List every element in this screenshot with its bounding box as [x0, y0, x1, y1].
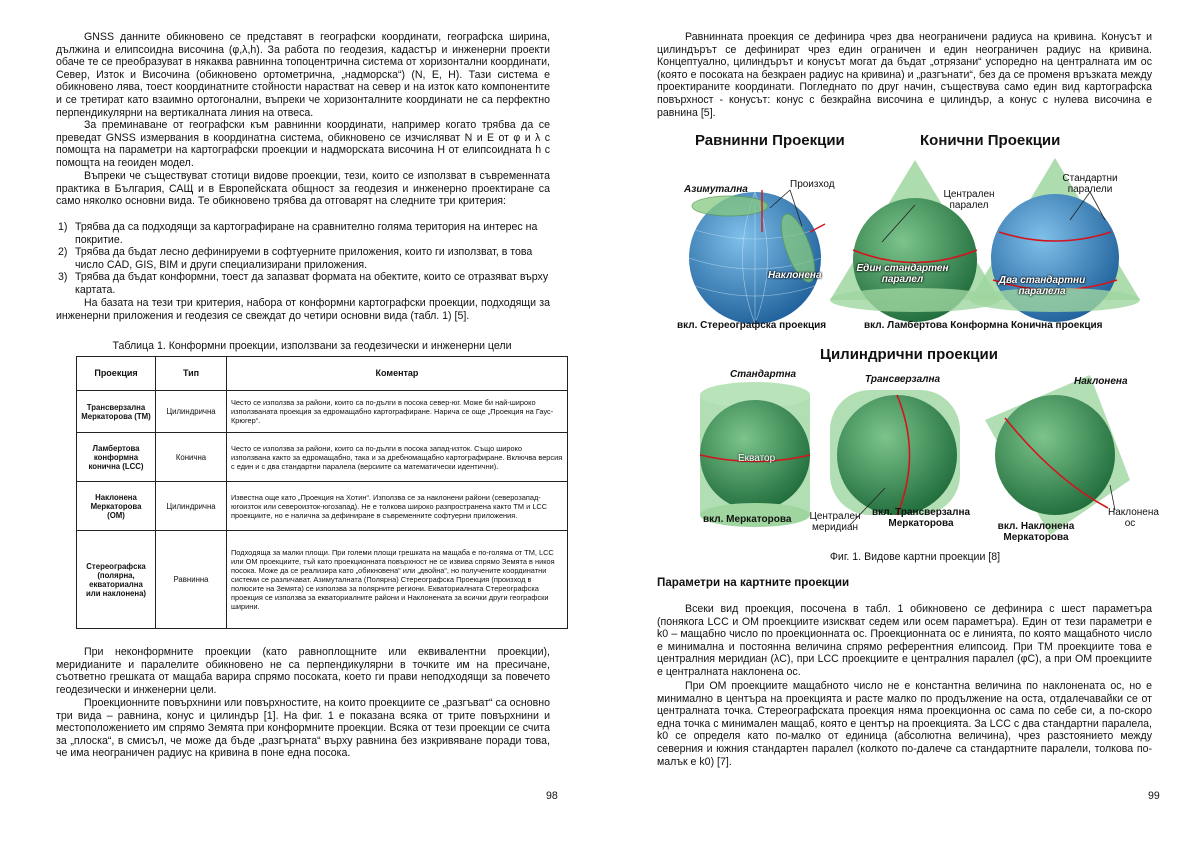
list-number: 2) [58, 246, 68, 259]
table-cell-type: Цилиндрична [156, 391, 227, 433]
label-standard: Стандартна [730, 369, 797, 380]
table-cell-comment: Известна още като „Проекция на Хотин“. Използва се за наклонени райони (северозапад-югоизток или североизток-югозапад). Не е толкова широко разпространена както ТМ и LCC проекциите, но е налична за дефиниране в съвременните софтуерни приложения. [227, 482, 568, 531]
table-cell-type: Равнинна [156, 531, 227, 629]
paragraph-nonconformal: При неконформните проекции (като равноплощните или еквивалентни проекции), меридианите и паралелите обикновено не са перпендикулярни в точките им на пресичане, съответно грешката от мащаба варира спрямо посоката, което ги прави неподходящи за повечето геодезически и инженерни цели. [56, 646, 550, 696]
table-header-row [77, 357, 568, 391]
label-oblique: Наклонена [768, 270, 822, 281]
label-oblique-cylinder: Наклонена [1074, 376, 1128, 387]
caption-mercator: вкл. Меркаторова [703, 514, 792, 525]
figure-caption: Фиг. 1. Видове картни проекции [8] [829, 551, 1001, 563]
table-cell-type: Цилиндрична [156, 482, 227, 531]
table-cell-type: Конична [156, 433, 227, 482]
table-cell-projection: Стереографска (полярна, екваториална или наклонена) [77, 531, 156, 629]
label-equator: Екватор [738, 453, 776, 464]
list-item [58, 221, 550, 246]
label-standard-parallels: Стандартни паралели [1062, 173, 1118, 195]
paragraph-curvature: Равнинната проекция се дефинира чрез два неограничени радиуса на кривина. Конусът и цилиндърът се дефинират чрез един ограничен и един неограничен радиус на кривина. Концептуално, цилиндърът и конусът могат да бъдат „отрязани“ успоредно на централната им ос (която е посоката на безкраен радиус на кривина) и „разгънати“, без да се променя връзката между проектираните координати. Погледнато по друг начин, съществува само един вид картографска повърхност - конусът: конус с безкрайна височина е цилиндър, а конус с нулева височина е равнина [5]. [657, 31, 1152, 119]
paragraph-conversion: За преминаване от географски към равнинни координати, например когато трябва да се преведат GNSS измервания в координатна система, обикновено се изчисляват N и E от φ и λ с помощта на параметри на картографски проекции и надморската височина H от елипсоидната h с помощта на геоиден модел. [56, 119, 550, 169]
paragraph-projection-types: Въпреки че съществуват стотици видове проекции, тези, които се използват в съвременната практика в България, САЩ и в Европейската общност за геодезия и инженерно проектиране са само няколко основни вида. Те обикновено трябва да отговарят на следните три критерия: [56, 170, 550, 208]
table-cell-comment: Често се използва за райони, които са по-дълги в посока запад-изток. Също широко използвана както за едромащабно, така и за дребномащабно картографиране. Включва версия с един и с два стандартни паралела (версиите са математически идентични). [227, 433, 568, 482]
paragraph-om-scale: При ОМ проекциите мащабното число не е константна величина по наклонената ос, но е минимално в центъра на проекцията и расте малко по продължение на оста, отдалечавайки се от централната точка. Стереографската проекция няма проекционна ос сама по себе си, а по-скоро една точка с минимален мащаб, която е център на проекцията. За LCC с два стандартни паралела, k0 се определя като по-малко от единица (абсолютна величина), чрез разстоянието между северния и южния стандартен паралел (колкото по-далече са стандартните паралели, толкова по-малък е k0) [7]. [657, 680, 1152, 768]
label-origin: Произход [790, 179, 835, 190]
list-item [58, 271, 550, 296]
label-central-parallel: Централен паралел [943, 189, 995, 211]
paragraph-parameters: Всеки вид проекция, посочена в табл. 1 обикновено се дефинира с шест параметъра (понякога LCC и OM проекциите изискват седем или осем параметъра). Един от тези параметри е k0 – мащабно число по проекционната ос. Проекционната ос е линията, по която мащабното число е минимална и постоянна величина спрямо референтния елипсоид. При ТМ проекциите това е централния меридиан (λC), при LCC проекциите е централния паралел (φC), а при ОМ проекциите е централната наклонена ос. [657, 603, 1152, 678]
table-row [77, 531, 568, 629]
table-header: Тип [156, 357, 227, 391]
table-row [77, 391, 568, 433]
caption-oblique-mercator: вкл. Наклонена Меркаторова [997, 521, 1075, 543]
label-oblique-axis: Наклонена ос [1108, 507, 1159, 529]
label-one-standard-parallel: Един стандартен паралел [856, 263, 949, 285]
table-cell-comment: Често се използва за райони, които са по-дълги в посока север-юг. Може би най-широко използваната проекция за едромащабно картографиране. Нарича се още „Проекция на Гаус-Крюгер“. [227, 391, 568, 433]
table-cell-projection: Трансверзална Меркаторова (ТМ) [77, 391, 156, 433]
table-caption: Таблица 1. Конформни проекции, използвани за геодезически и инженерни цели [112, 340, 512, 352]
paragraph-surfaces: Проекционните повърхнини или повърхностите, на които проекциите се „разгъват“ са основно три вида – равнина, конус и цилиндър [1]. На фиг. 1 е показана всяка от трите повърхнини и местоположението им спрямо Земята при конформните проекции. Всяка от тези проекции се счита за „плоска“, в смисъл, че може да бъде „разгърната“ върху равнина без изкривяване поради това, че има неограничен радиус на кривина в поне една посока. [56, 697, 550, 760]
list-text: Трябва да са подходящи за картографиране на сравнително голяма територия на интерес на покритие. [75, 221, 538, 246]
label-central-meridian: Централен меридиан [809, 511, 861, 533]
table-cell-projection: Ламбертова конформна конична (LCC) [77, 433, 156, 482]
section-heading: Параметри на картните проекции [657, 576, 850, 589]
transverse-cylinder [830, 390, 960, 525]
table-row [77, 433, 568, 482]
page-number: 99 [1148, 790, 1160, 802]
paragraph-criteria-summary: На базата на тези три критерия, набора от конформни картографски проекции, подходящи за инженерни приложения и геодезия се свеждат до четири основни вида (табл. 1) [5]. [56, 297, 550, 322]
list-number: 3) [58, 271, 68, 284]
table-row [77, 482, 568, 531]
caption-transverse-mercator: вкл. Трансверзална Меркаторова [871, 507, 971, 529]
label-two-standard-parallels: Два стандартни паралела [998, 275, 1086, 297]
list-item [58, 246, 550, 271]
label-transverse: Трансверзална [865, 374, 941, 385]
caption-stereographic: вкл. Стереографска проекция [677, 320, 827, 331]
criteria-list [58, 221, 550, 297]
right-page [600, 0, 1200, 849]
paragraph-gnss-coordinates: GNSS данните обикновено се представят в географски координати, географска ширина, дължина и елипсоидна височина (φ,λ,h). За работа по геодезия, кадастър и инженерни проекти обаче те се преобразуват в някаква равнинна топоцентрична система от хоризонтални координати, Север, Изток и Височина (обикновено ортометрична, „надморска“) (N, E, H). Тази система е обикновено лява, тоест координатните стойности нарастват на север и на изток като компонентите и се третират като взаимно ортогонални, въпреки че хоризонталните координати не са перфектно перпендикулярни на вертикалната линия на отвеса. [56, 31, 550, 119]
list-text: Трябва да бъдат лесно дефинируеми в софтуерните приложения, които ги използват, в това число CAD, GIS, BIM и други специализирани приложения. [75, 246, 533, 271]
list-number: 1) [58, 221, 68, 233]
projections-table [76, 356, 568, 629]
table-header: Коментар [227, 357, 568, 391]
table-cell-projection: Наклонена Меркаторова (ОМ) [77, 482, 156, 531]
figure-title-cylindrical: Цилиндрични проекции [820, 346, 998, 363]
caption-lcc: вкл. Ламбертова Конформна Конична проекция [864, 320, 1103, 331]
page-number: 98 [546, 790, 558, 802]
planar-globe [689, 190, 825, 324]
label-azimuthal: Азимутална [684, 184, 748, 195]
table-header: Проекция [77, 357, 156, 391]
table-cell-comment: Подходяща за малки площи. При големи площи грешката на мащаба е по-голяма от ТМ, LCC или ОМ проекциите, тъй като проекционната повърхност не се извива спрямо Земята в никоя посока. Може да се реализира като „обикновена“ или „двойна“, но получените координатни системи се различават. Азимуталната (Полярна) Стереографска Проекция (произход в полюсите на Земята) се използва за полярните региони. Екваториалната Стереографска проекция се използва за екваториалните райони и Наклонената за всички други географски ширини. [227, 531, 568, 629]
list-text: Трябва да бъдат конформни, тоест да запазват формата на обектите, които се отразяват върху картата. [75, 271, 549, 296]
figure-title-planar: Равнинни Проекции [695, 132, 845, 149]
figure-title-conic: Конични Проекции [920, 132, 1061, 149]
